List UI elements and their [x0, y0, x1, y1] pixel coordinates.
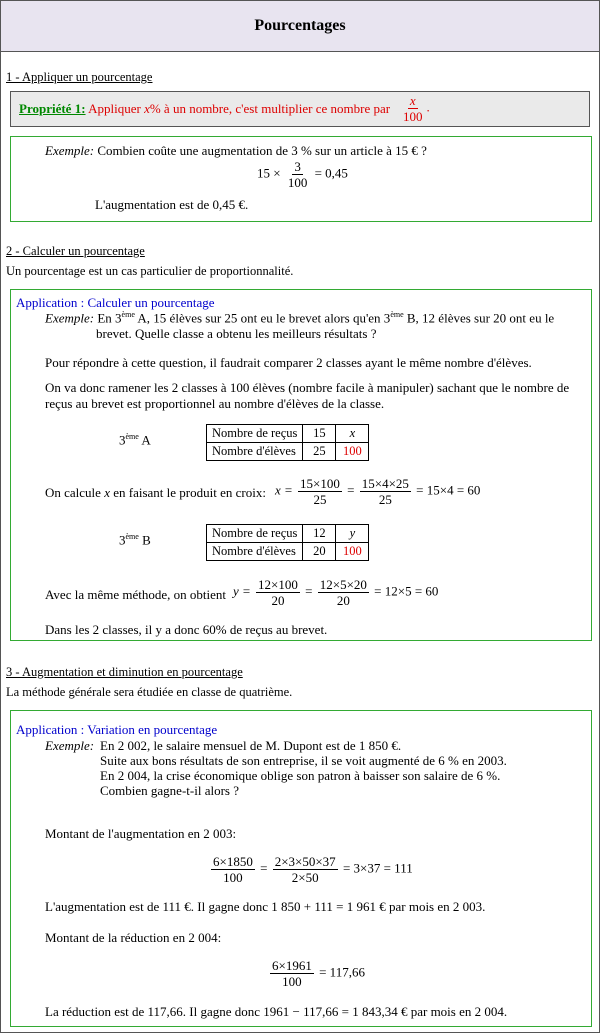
example-1-label: Exemple: [45, 143, 95, 158]
calc-a-intro [45, 485, 266, 501]
red-end: = 117,66 [319, 964, 365, 980]
application-2-example-label [45, 738, 94, 754]
aug-f1-den: 100 [223, 870, 243, 885]
application-1-example-line-2: brevet. Quelle classe a obtenu les meilleurs résultats ? [96, 326, 377, 341]
application-2-example-line-2: Suite aux bons résultats de son entreprise, il se voit augmenté de 6 % en 2003. [100, 753, 507, 768]
application-2-ex-label-text: Exemple: [45, 738, 95, 753]
property-fraction [399, 93, 430, 124]
class-b-label [119, 532, 151, 548]
table-row [207, 443, 369, 461]
property-dot: . [426, 99, 430, 115]
calc-b-end: = 12×5 = 60 [374, 583, 439, 599]
application-1-conclusion: Dans les 2 classes, il y a donc 60% de reçus au brevet. [45, 622, 328, 637]
red-f-den: 100 [282, 974, 302, 989]
calc-1-num: 3 [294, 159, 301, 174]
application-2-example-line-3: En 2 004, la crise économique oblige son patron à baisser son salaire de 6 %. [100, 768, 501, 783]
property-label: Propriété 1: [19, 101, 86, 116]
aug-f2-num: 2×3×50×37 [274, 854, 336, 869]
augmentation-title: Montant de l'augmentation en 2 003: [45, 826, 237, 841]
table-class-b [206, 524, 369, 561]
example-1-question [45, 143, 427, 159]
application-1-paragraph-1: Pour répondre à cette question, il faudrait comparer 2 classes ayant le même nombre d'élèves. [45, 355, 532, 370]
calc-a-var: x = [275, 482, 293, 498]
application-1-paragraph-2a: On va donc ramener les 2 classes à 100 élèves (nombre facile à manipuler) sachant que le nombre de [45, 380, 570, 395]
application-1-paragraph-2b: reçus au brevet est proportionnel au nombre d'élèves de la classe. [45, 396, 385, 411]
calc-b-intro: Avec la même méthode, on obtient [45, 587, 226, 602]
ex-l1-b: A, 15 élèves sur 25 ont eu le brevet alors qu'en 3 [137, 310, 391, 326]
table-cell: 100 [336, 543, 369, 561]
calc-b-f2-num: 12×5×20 [319, 577, 367, 592]
table-cell: 15 [303, 425, 336, 443]
application-1-example-line-1 [45, 310, 554, 326]
application-2-box [10, 710, 592, 1027]
ex-l1-a: En 3 [97, 310, 122, 326]
table-cell: Nombre d'élèves [207, 543, 303, 561]
table-cell: Nombre de reçus [207, 425, 303, 443]
table-cell: Nombre d'élèves [207, 443, 303, 461]
page-title: Pourcentages [1, 1, 599, 52]
table-cell: 25 [303, 443, 336, 461]
example-1-box [10, 136, 592, 222]
calc-a-intro-a: On calcule [45, 485, 101, 500]
property-frac-den: 100 [403, 109, 423, 124]
property-box [10, 91, 590, 127]
section-2-intro: Un pourcentage est un cas particulier de proportionnalité. [6, 264, 294, 278]
aug-end: = 3×37 = 111 [342, 860, 413, 876]
application-2-example-line-4: Combien gagne-t-il alors ? [100, 783, 239, 798]
ex-l1-c: B, 12 élèves sur 20 ont eu le [406, 310, 555, 326]
table-cell: 20 [303, 543, 336, 561]
calc-b-formula: y = $\frac{12\times 100}{20}$ = $\frac{12\times 5\times 20}{20}$ = 12×5 = 60 [233, 577, 439, 608]
section-3-heading: 3 - Augmentation et diminution en pourcentage [6, 665, 243, 679]
class-a-pre: 3 [119, 432, 126, 448]
class-b-sup: ème [125, 532, 139, 541]
ex-sup-1: ème [121, 310, 135, 319]
application-1-title: Application : Calculer un pourcentage [16, 295, 215, 310]
class-b-pre: 3 [119, 532, 126, 548]
red-f-num: 6×1961 [272, 958, 312, 973]
calc-a-formula: x = $\frac{15\times 100}{25}$ = $\frac{15\times 4\times 25}{25}$ = 15×4 = 60 [275, 476, 481, 507]
table-class-a [206, 424, 369, 461]
aug-f1-num: 6×1850 [213, 854, 253, 869]
table-row [207, 525, 369, 543]
class-b-post: B [142, 532, 151, 548]
calc-1-left: 15 × [257, 165, 281, 181]
calc-a-intro-b: en faisant le produit en croix: [113, 485, 266, 500]
section-2-heading: 2 - Calculer un pourcentage [6, 244, 145, 258]
table-cell: 100 [336, 443, 369, 461]
application-2-title: Application : Variation en pourcentage [16, 722, 218, 737]
example-1-text: Combien coûte une augmentation de 3 % sur un article à 15 € ? [97, 143, 427, 158]
example-1-result: L'augmentation est de 0,45 €. [95, 197, 249, 212]
calc-1-den: 100 [287, 175, 308, 190]
class-a-post: A [141, 432, 151, 448]
application-2-example-line-1: En 2 002, le salaire mensuel de M. Dupont est de 1 850 €. [100, 738, 402, 753]
calc-b-f2-den: 20 [336, 593, 350, 608]
calc-a-f1-den: 25 [313, 492, 327, 507]
section-1-heading: 1 - Appliquer un pourcentage [6, 70, 153, 84]
table-cell: 12 [303, 525, 336, 543]
calc-1-right: = 0,45 [314, 165, 348, 181]
calc-a-f2-den: 25 [378, 492, 392, 507]
class-a-sup: ème [125, 432, 139, 441]
property-frac-num: x [409, 93, 416, 108]
calc-a-end: = 15×4 = 60 [416, 482, 481, 498]
aug-f2-den: 2×50 [291, 870, 319, 885]
class-a-label [119, 432, 151, 448]
property-text [19, 101, 390, 117]
example-1-calc [257, 159, 348, 190]
application-1-box [10, 289, 592, 641]
calc-b-var: y = [233, 583, 251, 599]
calc-a-f2-num: 15×4×25 [361, 476, 409, 491]
table-cell: y [336, 525, 369, 543]
calc-a-intro-var: x [104, 485, 110, 500]
calc-b-f1-num: 12×100 [258, 577, 298, 592]
augmentation-formula: $\frac{6\times 1850}{100}$ = $\frac{2\times 3\times 50\times 37}{2\times 50}$ = 3×37 = 111 [213, 854, 413, 885]
table-cell: Nombre de reçus [207, 525, 303, 543]
augmentation-result: L'augmentation est de 111 €. Il gagne donc 1 850 + 111 = 1 961 € par mois en 2 003. [45, 899, 486, 914]
reduction-title: Montant de la réduction en 2 004: [45, 930, 222, 945]
property-var: x [144, 101, 150, 116]
application-1-example-label: Exemple: [45, 310, 95, 326]
table-cell: x [336, 425, 369, 443]
table-row [207, 425, 369, 443]
calc-a-f1-num: 15×100 [300, 476, 340, 491]
section-3-intro: La méthode générale sera étudiée en classe de quatrième. [6, 685, 293, 699]
ex-sup-2: ème [390, 310, 404, 319]
property-text-a: Appliquer [88, 101, 141, 116]
reduction-result: La réduction est de 117,66. Il gagne donc 1961 − 117,66 = 1 843,34 € par mois en 2 004. [45, 1004, 508, 1019]
calc-b-f1-den: 20 [271, 593, 285, 608]
reduction-formula [268, 958, 365, 989]
table-row [207, 543, 369, 561]
property-text-b: % à un nombre, c'est multiplier ce nombre par [149, 101, 391, 116]
